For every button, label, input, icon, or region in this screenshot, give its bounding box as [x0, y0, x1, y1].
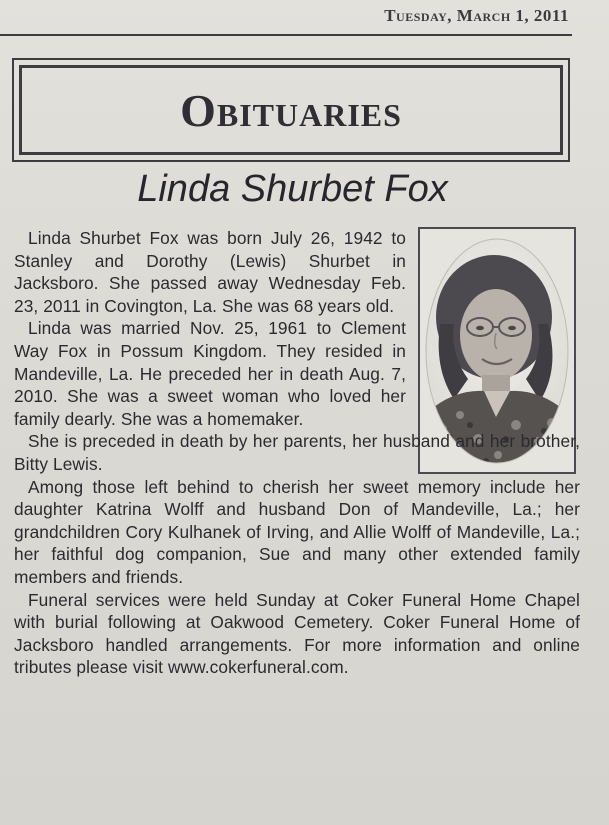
paragraph-preceded: She is preceded in death by her parents, her husband and her brother, Bitty Lewis.	[14, 431, 580, 474]
obituary-body	[14, 227, 580, 679]
paragraph-survivors: Among those left behind to cherish her sweet memory include her daughter Katrina Wolff and husband Don of Mandeville, La.; her grandchildren Cory Kulhanek of Irving, and Allie Wolff of Mandeville, La.; her faithful dog companion, Sue and many other extended family members and friends.	[14, 476, 580, 587]
header-rule	[0, 34, 572, 36]
paragraph-marriage: Linda was married Nov. 25, 1961 to Clement Way Fox in Possum Kingdom. They resided in Mandeville, La. He preceded her in death Aug. 7, 2010. She was a sweet woman who loved her family dearly. She was a homemaker.	[14, 318, 406, 429]
paragraph-services: Funeral services were held Sunday at Coker Funeral Home Chapel with burial following at Oakwood Cemetery. Coker Funeral Home of Jacksboro handled arrangements. For more information and online tributes please visit www.cokerfuneral.com.	[14, 589, 580, 678]
section-title: Obituaries	[180, 84, 402, 136]
section-banner	[12, 58, 570, 162]
paragraph-birth: Linda Shurbet Fox was born July 26, 1942 to Stanley and Dorothy (Lewis) Shurbet in Jacksboro. She passed away Wednesday Feb. 23, 2011 in Covington, La. She was 68 years old.	[14, 228, 406, 316]
section-banner-inner	[19, 65, 563, 155]
issue-date: Tuesday, March 1, 2011	[384, 6, 569, 25]
obituary-name: Linda Shurbet Fox	[137, 168, 448, 210]
